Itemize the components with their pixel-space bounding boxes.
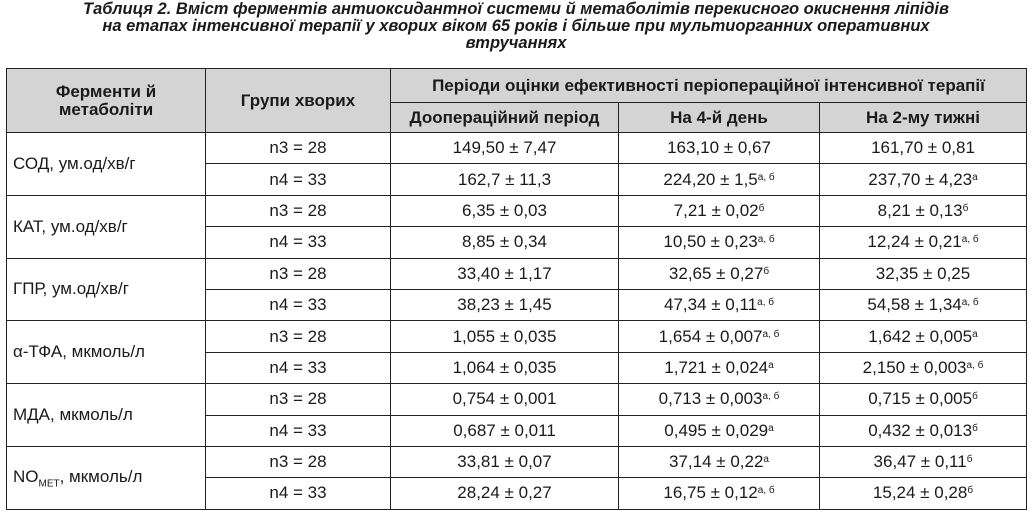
value-text: 237,70 ± 4,23 bbox=[868, 169, 973, 189]
value-cell bbox=[820, 289, 1027, 320]
metric-label: NO bbox=[13, 466, 39, 486]
table-row bbox=[7, 133, 1027, 164]
significance-marker: а bbox=[763, 454, 769, 466]
value-cell bbox=[820, 384, 1027, 415]
value-text: 32,65 ± 0,27 bbox=[668, 263, 764, 283]
data-table bbox=[6, 68, 1027, 510]
group-cell: n4 = 33 bbox=[206, 352, 391, 383]
header-enzymes: Ферменти й метаболіти bbox=[7, 69, 206, 133]
value-cell bbox=[820, 258, 1027, 289]
value-text: 37,14 ± 0,22 bbox=[669, 452, 764, 472]
value-text: 1,721 ± 0,024 bbox=[664, 357, 769, 377]
significance-marker: а, б bbox=[961, 297, 979, 309]
group-cell: n3 = 28 bbox=[206, 133, 391, 164]
metric-subscript: МЕТ bbox=[38, 477, 60, 489]
value-cell bbox=[391, 258, 619, 289]
value-cell bbox=[391, 446, 619, 477]
value-cell bbox=[391, 289, 619, 320]
significance-marker: а bbox=[972, 328, 978, 340]
group-cell: n4 = 33 bbox=[206, 478, 391, 509]
value-cell bbox=[619, 133, 820, 164]
value-text: 162,7 ± 11,3 bbox=[457, 169, 552, 189]
value-cell bbox=[391, 133, 619, 164]
row-metric-name bbox=[7, 384, 206, 447]
value-text: 0,432 ± 0,013 bbox=[868, 420, 973, 440]
value-text: 15,24 ± 0,28 bbox=[872, 483, 968, 503]
row-metric-name bbox=[7, 321, 206, 384]
value-text: 12,24 ± 0,21 bbox=[867, 232, 962, 252]
significance-marker: а, б bbox=[757, 297, 774, 309]
value-cell bbox=[391, 164, 619, 195]
group-cell: n4 = 33 bbox=[206, 415, 391, 446]
value-text: 0,495 ± 0,029 bbox=[664, 420, 769, 440]
value-cell bbox=[391, 195, 619, 226]
caption-line-3: втручаннях bbox=[465, 34, 567, 52]
value-cell bbox=[820, 133, 1027, 164]
row-metric-name bbox=[7, 446, 206, 509]
value-cell bbox=[820, 195, 1027, 226]
table-row bbox=[7, 321, 1027, 352]
value-cell bbox=[391, 384, 619, 415]
value-text: 38,23 ± 1,45 bbox=[457, 295, 552, 315]
value-text: 28,24 ± 0,27 bbox=[457, 483, 552, 503]
group-cell: n3 = 28 bbox=[206, 321, 391, 352]
value-text: 0,715 ± 0,005 bbox=[868, 389, 973, 409]
value-text: 0,687 ± 0,011 bbox=[453, 420, 556, 440]
value-text: 36,47 ± 0,11 bbox=[873, 452, 967, 472]
header-week2: На 2-му тижні bbox=[820, 103, 1027, 133]
value-text: 47,34 ± 0,11 bbox=[663, 295, 758, 315]
metric-unit: , мкмоль/л bbox=[59, 466, 143, 486]
significance-marker: б bbox=[972, 391, 978, 403]
table-row bbox=[7, 258, 1027, 289]
metric-label: α-ТФА, мкмоль/л bbox=[13, 342, 145, 362]
value-text: 8,85 ± 0,34 bbox=[462, 232, 547, 252]
significance-marker: а, б bbox=[762, 328, 780, 340]
significance-marker: б bbox=[763, 265, 770, 277]
value-text: 0,713 ± 0,003 bbox=[658, 389, 763, 409]
value-cell bbox=[820, 321, 1027, 352]
value-text: 33,40 ± 1,17 bbox=[457, 263, 552, 283]
metric-label: СОД, ум.од/хв/г bbox=[13, 153, 136, 173]
significance-marker: а, б bbox=[757, 485, 775, 497]
significance-marker: а bbox=[768, 422, 774, 434]
value-cell bbox=[391, 321, 619, 352]
value-cell bbox=[820, 164, 1027, 195]
metric-label: МДА, мкмоль/л bbox=[13, 405, 133, 425]
header-day4: На 4-й день bbox=[619, 103, 820, 133]
value-text: 0,754 ± 0,001 bbox=[452, 389, 557, 409]
caption-line-2: на етапах інтенсивної терапії у хворих віком 65 років і більше при мультиорганних оперативних bbox=[102, 17, 930, 35]
significance-marker: а bbox=[768, 359, 774, 371]
value-cell bbox=[391, 352, 619, 383]
value-text: 1,055 ± 0,035 bbox=[452, 326, 557, 346]
value-text: 54,58 ± 1,34 bbox=[867, 295, 962, 315]
value-cell bbox=[619, 415, 820, 446]
metric-label: КАТ, ум.од/хв/г bbox=[13, 216, 128, 236]
row-metric-name bbox=[7, 133, 206, 196]
value-text: 149,50 ± 7,47 bbox=[452, 138, 557, 158]
significance-marker: а, б bbox=[757, 234, 775, 246]
table-row bbox=[7, 384, 1027, 415]
header-groups: Групи хворих bbox=[206, 69, 391, 133]
value-cell bbox=[391, 478, 619, 509]
value-text: 6,35 ± 0,03 bbox=[462, 200, 547, 220]
significance-marker: а, б bbox=[762, 391, 780, 403]
value-cell bbox=[391, 415, 619, 446]
value-cell bbox=[820, 227, 1027, 258]
table-row bbox=[7, 446, 1027, 477]
group-cell: n3 = 28 bbox=[206, 195, 391, 226]
value-cell bbox=[619, 446, 820, 477]
significance-marker: б bbox=[962, 202, 969, 214]
value-text: 163,10 ± 0,67 bbox=[667, 138, 771, 158]
group-cell: n4 = 33 bbox=[206, 164, 391, 195]
value-cell bbox=[619, 289, 820, 320]
value-text: 32,35 ± 0,25 bbox=[875, 263, 971, 283]
value-text: 7,21 ± 0,02 bbox=[673, 200, 759, 220]
value-text: 1,654 ± 0,007 bbox=[658, 326, 763, 346]
group-cell: n4 = 33 bbox=[206, 289, 391, 320]
value-cell bbox=[619, 195, 820, 226]
row-metric-name bbox=[7, 258, 206, 321]
significance-marker: а, б bbox=[966, 359, 984, 371]
significance-marker: а, б bbox=[961, 234, 979, 246]
value-cell bbox=[391, 227, 619, 258]
value-text: 10,50 ± 0,23 bbox=[663, 232, 758, 252]
table-body bbox=[7, 133, 1027, 510]
value-text: 1,642 ± 0,005 bbox=[868, 326, 973, 346]
value-cell bbox=[619, 227, 820, 258]
value-text: 33,81 ± 0,07 bbox=[457, 452, 552, 472]
significance-marker: б bbox=[967, 485, 974, 497]
significance-marker: б bbox=[966, 454, 973, 466]
value-cell bbox=[619, 321, 820, 352]
table-caption bbox=[0, 0, 1032, 52]
value-text: 1,064 ± 0,035 bbox=[452, 357, 557, 377]
value-text: 2,150 ± 0,003 bbox=[862, 357, 967, 377]
value-cell bbox=[619, 384, 820, 415]
value-cell bbox=[619, 352, 820, 383]
value-text: 161,70 ± 0,81 bbox=[871, 138, 975, 158]
row-metric-name bbox=[7, 195, 206, 258]
caption-line-1: Таблиця 2. Вміст ферментів антиоксидантної системи й метаболітів перекисного окиснення ліпідів bbox=[83, 0, 949, 18]
table-row bbox=[7, 195, 1027, 226]
significance-marker: б bbox=[972, 422, 978, 434]
group-cell: n3 = 28 bbox=[206, 446, 391, 477]
value-cell bbox=[619, 478, 820, 509]
header-periods: Періоди оцінки ефективності періопераційної інтенсивної терапії bbox=[391, 69, 1027, 103]
value-cell bbox=[820, 415, 1027, 446]
group-cell: n3 = 28 bbox=[206, 258, 391, 289]
value-text: 8,21 ± 0,13 bbox=[877, 200, 963, 220]
group-cell: n3 = 28 bbox=[206, 384, 391, 415]
value-text: 224,20 ± 1,5 bbox=[663, 169, 758, 189]
metric-label: ГПР, ум.од/хв/г bbox=[13, 279, 129, 299]
value-cell bbox=[820, 446, 1027, 477]
value-cell bbox=[820, 352, 1027, 383]
value-cell bbox=[619, 164, 820, 195]
significance-marker: б bbox=[758, 202, 765, 214]
significance-marker: а bbox=[972, 171, 978, 183]
significance-marker: а, б bbox=[757, 171, 775, 183]
header-preop: Доопераційний період bbox=[391, 103, 619, 133]
group-cell: n4 = 33 bbox=[206, 227, 391, 258]
value-cell bbox=[820, 478, 1027, 509]
value-cell bbox=[619, 258, 820, 289]
value-text: 16,75 ± 0,12 bbox=[663, 483, 758, 503]
